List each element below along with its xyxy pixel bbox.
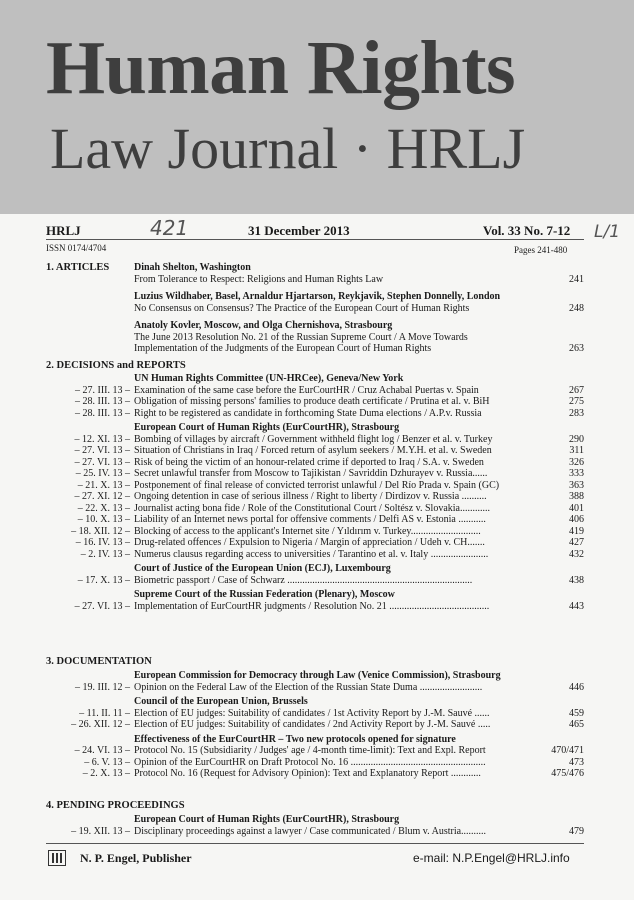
entry-text: Blocking of access to the applicant's Internet site / Yıldırım v. Turkey............................	[134, 525, 481, 537]
toc-entry	[46, 826, 584, 838]
entry-date: – 22. X. 13 –	[77, 502, 130, 514]
court-heading: Effectiveness of the EurCourtHR – Two new protocols opened for signature	[134, 733, 456, 745]
article-title: The June 2013 Resolution No. 21 of the Russian Supreme Court / A Move Towards	[134, 331, 468, 343]
entry-page: 427	[569, 537, 584, 548]
entry-date: – 27. VI. 13 –	[74, 456, 130, 468]
entry-date: – 10. X. 13 –	[77, 514, 130, 525]
entry-page: 406	[569, 514, 584, 525]
entry-date: – 27. III. 13 –	[75, 384, 130, 396]
entry-text: Biometric passport / Case of Schwarz ..........................................................................	[134, 574, 473, 586]
entry-page: 326	[569, 456, 584, 468]
entry-date: – 25. IV. 13 –	[75, 468, 130, 479]
entry-page: 311	[569, 445, 584, 456]
entry-text: Drug-related offences / Expulsion to Nigeria / Margin of appreciation / Udeh v. CH.......	[134, 537, 485, 548]
handwritten-note-left: 421	[150, 216, 189, 240]
entry-text: Election of EU judges: Suitability of candidates / 1st Activity Report by J.-M. Sauvé ......	[134, 707, 490, 719]
articles-section	[46, 262, 584, 365]
publisher-email: e-mail: N.P.Engel@HRLJ.info	[413, 851, 570, 865]
toc-entry	[46, 468, 584, 480]
entry-page: 432	[569, 548, 584, 560]
toc-entry	[46, 445, 584, 457]
entry-date: – 18. XII. 12 –	[71, 525, 130, 537]
entry-date: – 17. X. 13 –	[77, 574, 130, 586]
entry-date: – 21. X. 13 –	[77, 479, 130, 491]
entry-page: 363	[569, 479, 584, 491]
entry-page: 465	[569, 719, 584, 730]
entry-text: Election of EU judges: Suitability of candidates / 2nd Activity Report by J.-M. Sauvé .....	[134, 719, 491, 730]
entry-text: Numerus clausus regarding access to universities / Tarantino et al. v. Italy .......................	[134, 548, 489, 560]
entry-date: – 27. VI. 13 –	[74, 445, 130, 456]
entry-text: Obligation of missing persons' families to produce death certificate / Prutina et al. v. BiH	[134, 396, 490, 407]
court-heading: European Court of Human Rights (EurCourtHR), Strasbourg	[134, 422, 400, 433]
toc-entry	[46, 708, 584, 720]
documentation-list	[46, 667, 584, 780]
toc-entry	[46, 434, 584, 446]
toc-entry	[46, 537, 584, 549]
entry-page: 443	[569, 600, 584, 612]
entry-text: Protocol No. 16 (Request for Advisory Opinion): Text and Explanatory Report ............	[134, 768, 481, 779]
documentation-heading: 3. DOCUMENTATION	[46, 656, 152, 667]
toc-entry	[46, 549, 584, 561]
article-title: No Consensus on Consensus? The Practice of the European Court of Human Rights	[134, 302, 470, 314]
toc-entry	[46, 719, 584, 731]
book-logo-icon	[48, 850, 66, 866]
entry-text: Secret unlawful transfer from Moscow to Tajikistan / Savriddin Dzhurayev v. Russia......	[134, 468, 488, 479]
article-title: From Tolerance to Respect: Religions and Human Rights Law	[134, 273, 384, 285]
entry-text: Situation of Christians in Iraq / Forced return of asylum seekers / M.Y.H. et al. v. Sweden	[134, 445, 492, 456]
article-entry	[134, 262, 584, 285]
toc-entry	[46, 526, 584, 538]
entry-page: 388	[569, 491, 584, 502]
entry-page: 470/471	[551, 745, 584, 756]
entry-page: 267	[569, 384, 584, 396]
court-heading: UN Human Rights Committee (UN-HRCee), Geneva/New York	[134, 373, 404, 384]
entry-text: Ongoing detention in case of serious illness / Right to liberty / Dirdizov v. Russia ..........	[134, 491, 487, 502]
decisions-heading: 2. DECISIONS and REPORTS	[46, 360, 186, 371]
article-title-row	[134, 274, 584, 286]
entry-page: 446	[569, 681, 584, 693]
entry-text: Examination of the same case before the EurCourtHR / Cruz Achabal Puertas v. Spain	[134, 384, 479, 396]
entry-date: – 27. XI. 12 –	[74, 491, 130, 502]
footer-rule	[46, 843, 584, 844]
article-page: 241	[569, 273, 584, 285]
issue-date: 31 December 2013	[248, 223, 350, 238]
volume-number: Vol. 33 No. 7-12	[483, 223, 571, 238]
article-authors: Dinah Shelton, Washington	[134, 262, 251, 273]
publisher-name: N. P. Engel, Publisher	[80, 851, 192, 865]
article-entry	[134, 320, 584, 355]
article-title-row	[134, 343, 584, 355]
toc-entry	[46, 757, 584, 769]
issn: ISSN 0174/4704	[46, 243, 107, 253]
article-authors: Anatoly Kovler, Moscow, and Olga Chernishova, Strasbourg	[134, 320, 393, 331]
entry-text: Disciplinary proceedings against a lawyer / Case communicated / Blum v. Austria..........	[134, 825, 487, 837]
court-heading: Supreme Court of the Russian Federation (Plenary), Moscow	[134, 589, 395, 600]
pending-heading: 4. PENDING PROCEEDINGS	[46, 800, 185, 811]
toc-entry	[46, 480, 584, 492]
article-title-row	[134, 332, 584, 344]
toc-entry	[46, 503, 584, 515]
article-title: Implementation of the Judgments of the European Court of Human Rights	[134, 343, 432, 354]
page-range: Pages 241-480	[514, 245, 568, 255]
entry-date: – 24. VI. 13 –	[74, 745, 130, 756]
entry-text: Liability of an Internet news portal for offensive comments / Delfi AS v. Estonia ...........	[134, 514, 486, 525]
entry-date: – 19. III. 12 –	[75, 681, 130, 693]
entry-page: 475/476	[551, 768, 584, 779]
entry-page: 290	[569, 433, 584, 445]
entry-page: 275	[569, 396, 584, 407]
entry-text: Protocol No. 15 (Subsidiarity / Judges' age / 4-month time-limit): Text and Expl. Report	[134, 745, 486, 756]
entry-text: Implementation of EurCourtHR judgments / Resolution No. 21 ........................................	[134, 600, 490, 612]
toc-entry	[46, 385, 584, 397]
entry-text: Journalist acting bona fide / Role of the Constitutional Court / Soltész v. Slovakia............	[134, 502, 490, 514]
entry-text: Opinion on the Federal Law of the Election of the Russian State Duma .........................	[134, 681, 483, 693]
article-entry	[134, 291, 584, 314]
entry-date: – 2. X. 13 –	[82, 768, 130, 779]
entry-date: – 12. XI. 13 –	[74, 433, 130, 445]
articles-heading: 1. ARTICLES	[46, 262, 110, 273]
court-heading: Court of Justice of the European Union (ECJ), Luxembourg	[134, 563, 391, 574]
entry-text: Postponement of final release of convicted terrorist unlawful / Del Río Prada v. Spain (GC)	[134, 479, 500, 491]
toc-entry	[46, 745, 584, 757]
court-heading: European Court of Human Rights (EurCourtHR), Strasbourg	[134, 814, 400, 825]
entry-date: – 11. II. 11 –	[79, 707, 130, 719]
entry-date: – 28. III. 13 –	[75, 407, 130, 419]
entry-date: – 28. III. 13 –	[75, 396, 130, 407]
entry-date: – 16. IV. 13 –	[75, 537, 130, 548]
toc-entry	[46, 396, 584, 408]
entry-date: – 2. IV. 13 –	[80, 548, 130, 560]
entry-page: 401	[569, 502, 584, 514]
entry-page: 333	[569, 468, 584, 479]
article-authors: Luzius Wildhaber, Basel, Arnaldur Hjartarson, Reykjavik, Stephen Donnelly, London	[134, 291, 501, 302]
header-rule	[46, 239, 584, 240]
entry-date: – 6. V. 13 –	[84, 756, 130, 768]
entry-date: – 26. XII. 12 –	[71, 719, 130, 730]
journal-abbrev: HRLJ	[46, 223, 81, 238]
pending-list	[46, 811, 584, 837]
entry-page: 419	[569, 525, 584, 537]
entry-date: – 19. XII. 13 –	[71, 825, 130, 837]
entry-text: Right to be registered as candidate in forthcoming State Duma elections / A.P.v. Russia	[134, 407, 482, 419]
entry-text: Bombing of villages by aircraft / Government withheld flight log / Benzer et al. v. Turkey	[134, 433, 493, 445]
entry-text: Risk of being the victim of an honour-related crime if deported to Iraq / S.A. v. Sweden	[134, 456, 484, 468]
toc-entry	[46, 601, 584, 613]
toc-entry	[46, 682, 584, 694]
decisions-list	[46, 370, 584, 612]
court-heading: European Commission for Democracy through Law (Venice Commission), Strasbourg	[134, 670, 501, 681]
entry-page: 459	[569, 707, 584, 719]
entry-page: 283	[569, 407, 584, 419]
entry-text: Opinion of the EurCourtHR on Draft Protocol No. 16 ......................................................	[134, 756, 486, 768]
article-page: 248	[569, 302, 584, 314]
journal-title-line2: Law Journal · HRLJ	[50, 116, 526, 181]
article-title-row	[134, 303, 584, 315]
toc-entry	[46, 457, 584, 469]
entry-page: 473	[569, 756, 584, 768]
article-page: 263	[569, 343, 584, 354]
entry-page: 438	[569, 574, 584, 586]
toc-entry	[46, 768, 584, 780]
toc-entry	[46, 575, 584, 587]
toc-entry	[46, 514, 584, 526]
toc-entry	[46, 408, 584, 420]
court-heading: Council of the European Union, Brussels	[134, 696, 308, 707]
journal-title-line1: Human Rights	[46, 26, 516, 110]
entry-date: – 27. VI. 13 –	[74, 600, 130, 612]
entry-page: 479	[569, 825, 584, 837]
toc-entry	[46, 491, 584, 503]
handwritten-note-right: L/1	[594, 222, 621, 242]
